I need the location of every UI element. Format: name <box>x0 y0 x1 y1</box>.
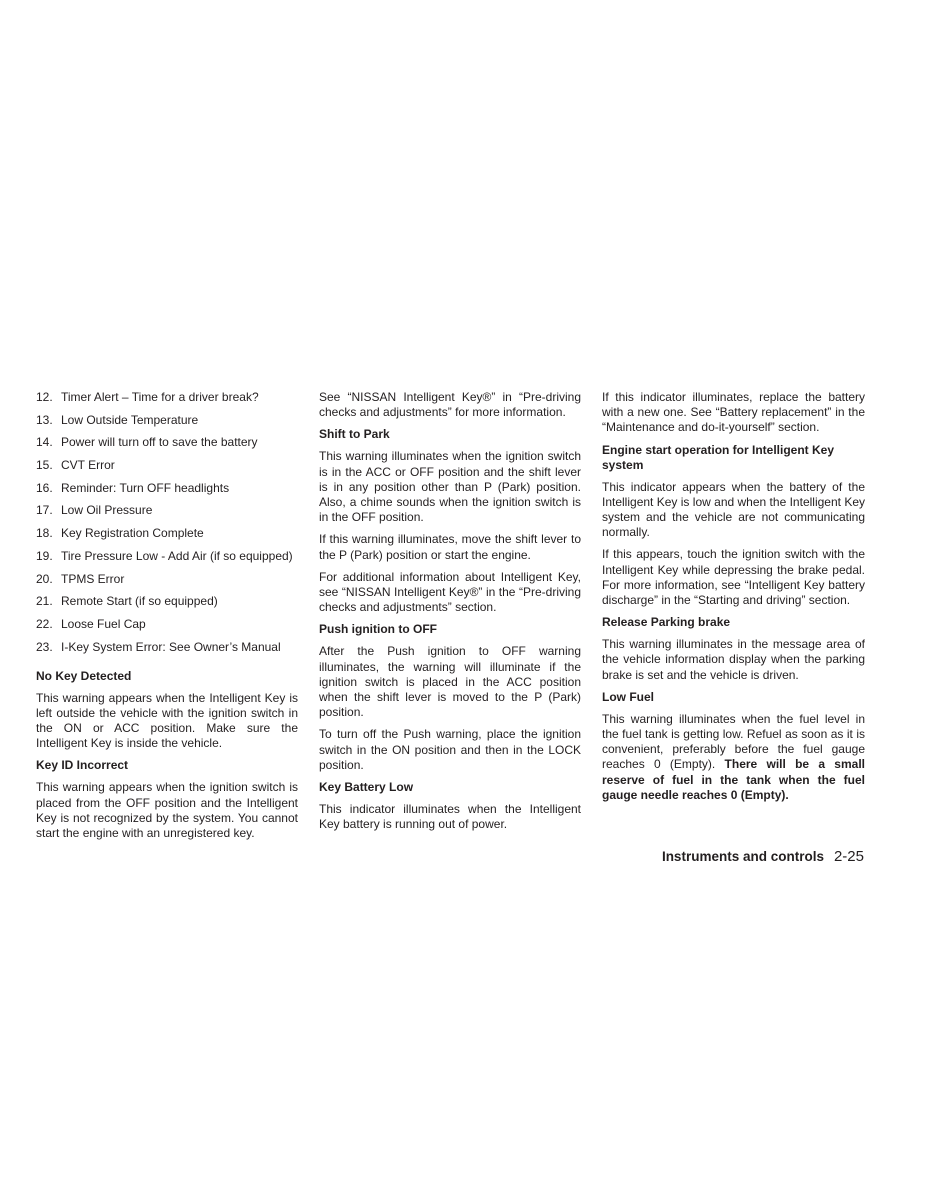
list-item: 22. Loose Fuel Cap <box>36 616 146 631</box>
paragraph: This warning illuminates in the message area of the vehicle information display when the parking brake is set and the vehicle is driven. <box>602 637 865 682</box>
heading-low-fuel: Low Fuel <box>602 689 654 704</box>
paragraph <box>602 712 865 803</box>
section-title: Instruments and controls <box>661 849 824 864</box>
paragraph: If this warning illuminates, move the shift lever to the P (Park) position or start the engine. <box>319 532 581 562</box>
heading-engine-start-operation: Engine start operation for Intelligent Key system <box>602 442 835 472</box>
list-item: 13. Low Outside Temperature <box>36 412 199 427</box>
list-item: 14. Power will turn off to save the battery <box>36 435 258 450</box>
paragraph: If this appears, touch the ignition switch with the Intelligent Key while depressing the brake pedal. For more information, see “Intelligent Key battery discharge” in the “Starting and driving” section. <box>602 547 865 608</box>
page-footer <box>600 848 864 865</box>
list-item: 16. Reminder: Turn OFF headlights <box>36 480 230 495</box>
paragraph: This indicator illuminates when the Intelligent Key battery is running out of power. <box>319 802 581 832</box>
list-item: 19. Tire Pressure Low - Add Air (if so equipped) <box>36 548 293 563</box>
list-item: 15. CVT Error <box>36 458 115 473</box>
column-left <box>36 390 298 841</box>
heading-no-key-detected: No Key Detected <box>36 668 132 683</box>
list-item: 17. Low Oil Pressure <box>36 503 153 518</box>
list-item: 23. I-Key System Error: See Owner’s Manual <box>36 639 281 654</box>
message-list <box>36 390 298 655</box>
heading-release-parking-brake: Release Parking brake <box>602 615 731 630</box>
heading-key-id-incorrect: Key ID Incorrect <box>36 758 129 773</box>
page-number: 2-25 <box>833 848 864 865</box>
column-right <box>602 390 865 803</box>
list-item: 21. Remote Start (if so equipped) <box>36 594 218 609</box>
fuel-warning-text: There will be a small reserve of fuel in the tank when the fuel gauge needle reaches 0 (Empty). <box>602 757 865 802</box>
fuel-text: This warning illuminates when the fuel level in the fuel tank is getting low. Refuel as soon as it is convenient, preferably before the fuel gauge reaches 0 (Empty). <box>602 711 865 772</box>
paragraph: This warning appears when the Intelligent Key is left outside the vehicle with the ignition switch in the ON or ACC position. Make sure the Intelligent Key is inside the vehicle. <box>36 690 298 751</box>
heading-shift-to-park: Shift to Park <box>319 427 390 442</box>
paragraph: See “NISSAN Intelligent Key®” in “Pre-driving checks and adjustments” for more information. <box>319 390 581 420</box>
paragraph: This indicator appears when the battery of the Intelligent Key is low and when the Intelligent Key system and the vehicle are not communicating normally. <box>602 479 865 540</box>
paragraph: To turn off the Push warning, place the ignition switch in the ON position and then in the LOCK position. <box>319 727 581 772</box>
paragraph: This warning illuminates when the ignition switch is in the ACC or OFF position and the shift lever is in any position other than P (Park) position. Also, a chime sounds when the ignition switch is in the OFF position. <box>319 449 581 525</box>
list-item: 18. Key Registration Complete <box>36 526 204 541</box>
column-middle <box>319 390 581 832</box>
paragraph: After the Push ignition to OFF warning illuminates, the warning will illuminate if the ignition switch is placed in the ACC position when the shift lever is moved to the P (Park) position. <box>319 644 581 720</box>
paragraph: If this indicator illuminates, replace the battery with a new one. See “Battery replacement” in the “Maintenance and do-it-yourself” section. <box>602 390 865 435</box>
list-item: 20. TPMS Error <box>36 571 125 586</box>
heading-push-ignition-to-off: Push ignition to OFF <box>319 622 437 637</box>
list-item: 12. Timer Alert – Time for a driver break? <box>36 390 259 404</box>
heading-key-battery-low: Key Battery Low <box>319 780 414 795</box>
paragraph: For additional information about Intelligent Key, see “NISSAN Intelligent Key®” in the “Pre-driving checks and adjustments” section. <box>319 569 581 615</box>
paragraph: This warning appears when the ignition switch is placed from the OFF position and the Intelligent Key is not recognized by the system. You cannot start the engine with an unregistered key. <box>36 780 298 840</box>
